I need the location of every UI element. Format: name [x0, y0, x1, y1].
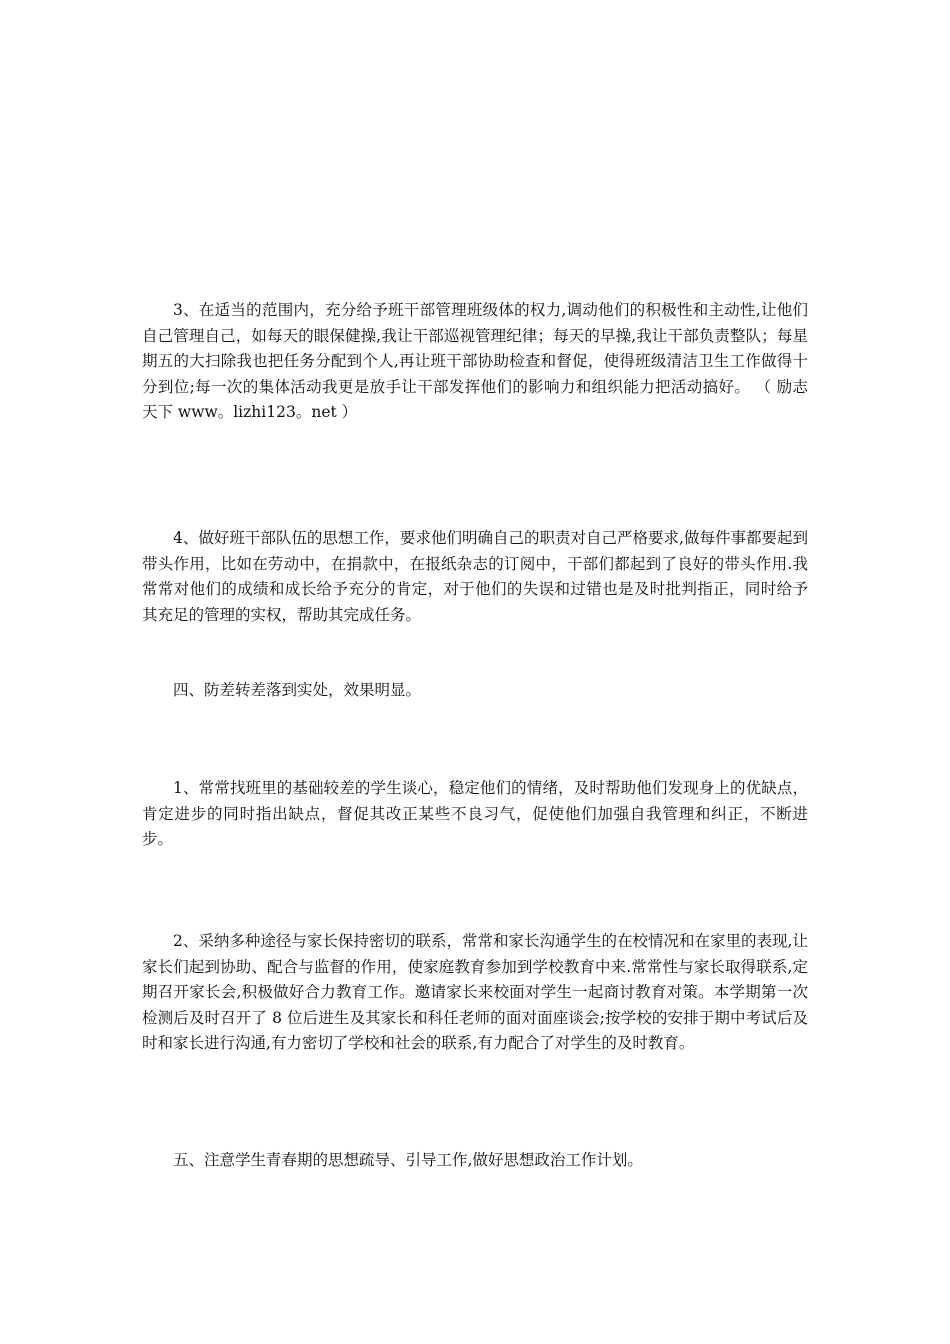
section-heading-five: 五、注意学生青春期的思想疏导、引导工作,做好思想政治工作计划。 — [173, 1151, 643, 1169]
paragraph-student-talks: 1、常常找班里的基础较差的学生谈心，稳定他们的情绪，及时帮助他们发现身上的优缺点，肯定进步的同时指出缺点，督促其改正某些不良习气，促使他们加强自我管理和纠正，不断进步。 — [142, 779, 808, 849]
paragraph-parent-contact: 2、采纳多种途径与家长保持密切的联系，常常和家长沟通学生的在校情况和在家里的表现,让家长们起到协助、配合与监督的作用，使家庭教育参加到学校教育中来.常常性与家长取得联系,定期召开家长会,积极做好合力教育工作。邀请家长来校面对学生一起商讨教育对策。本学期第一次检测后及时召开了 8 位后进生及其家长和科任老师的面对面座谈会;按学校的安排于期中考试后及时和家长进行沟通,有力密切了学校和社会的联系,有力配合了对学生的及时教育。 — [142, 932, 808, 1053]
paragraph-cadre-ideology: 4、做好班干部队伍的思想工作，要求他们明确自己的职责对自己严格要求,做每件事都要起到带头作用，比如在劳动中，在捐款中，在报纸杂志的订阅中，干部们都起到了良好的带头作用.我常常对他们的成绩和成长给予充分的肯定，对于他们的失误和过错也是及时批判指正，同时给予其充足的管理的实权，帮助其完成任务。 — [142, 529, 808, 624]
section-heading-four: 四、防差转差落到实处，效果明显。 — [173, 681, 422, 699]
paragraph-cadre-authority: 3、在适当的范围内，充分给予班干部管理班级体的权力,调动他们的积极性和主动性,让他们自己管理自己，如每天的眼保健操,我让干部巡视管理纪律；每天的早操,我让干部负责整队；每星期五的大扫除我也把任务分配到个人,再让班干部协助检查和督促，使得班级清洁卫生工作做得十分到位;每一次的集体活动我更是放手让干部发挥他们的影响力和组织能力把活动搞好。 （ 励志天下 www。lizhi123。net ） — [142, 301, 808, 422]
